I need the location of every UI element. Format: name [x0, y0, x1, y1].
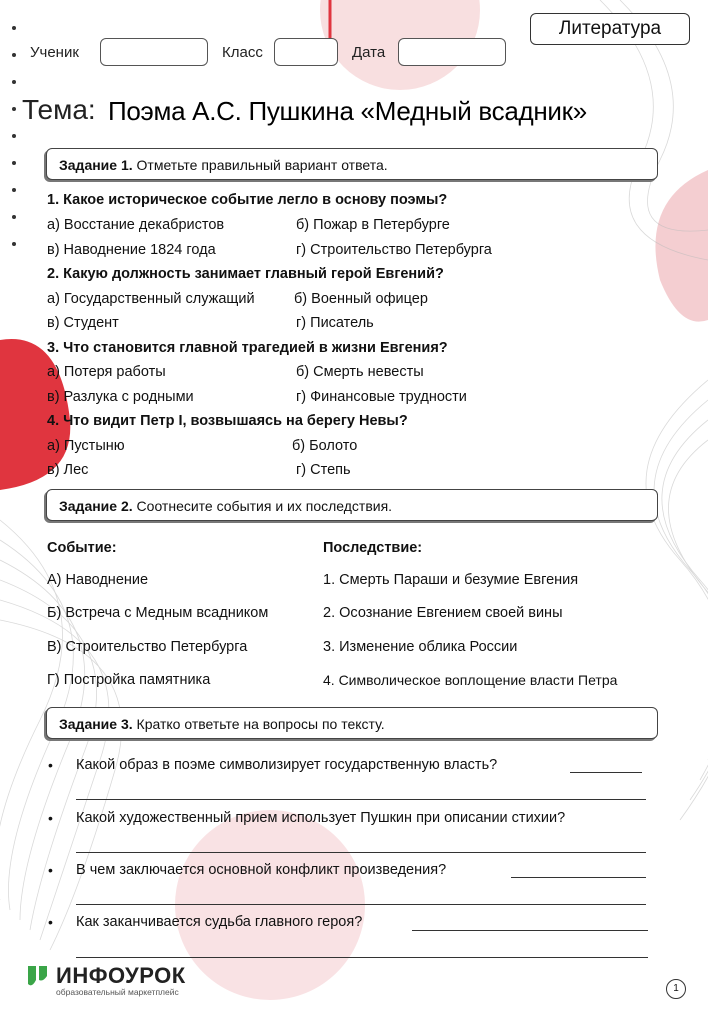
option-3b[interactable]: б) Смерть невесты	[296, 364, 424, 380]
option-2a[interactable]: а) Государственный служащий	[47, 291, 255, 307]
answer-line-4b[interactable]	[76, 957, 648, 958]
consequence-2: 2. Осознание Евгением своей вины	[323, 605, 563, 621]
dot-column	[12, 26, 16, 246]
consequence-1: 1. Смерть Параши и безумие Евгения	[323, 572, 579, 588]
date-field[interactable]	[398, 38, 506, 66]
wave-lines-right	[600, 0, 708, 820]
option-3c[interactable]: в) Разлука с родными	[47, 389, 194, 405]
option-1c[interactable]: в) Наводнение 1824 года	[47, 242, 216, 258]
task1-title-bold: Задание 1.	[59, 157, 133, 173]
logo-name: ИНФОУРОК	[56, 963, 186, 988]
option-2c[interactable]: в) Студент	[47, 315, 119, 331]
open-question-2: Какой художественный прием использует Пушкин при описании стихии?	[76, 810, 566, 826]
answer-line-1b[interactable]	[76, 799, 646, 800]
event-c: В) Строительство Петербурга	[47, 639, 248, 655]
topic-label: Тема:	[22, 94, 96, 125]
date-label: Дата	[352, 44, 386, 61]
task2-header	[46, 489, 658, 521]
student-label: Ученик	[30, 44, 79, 61]
open-question-3: В чем заключается основной конфликт произведения?	[76, 862, 447, 878]
consequences-header: Последствие:	[323, 540, 423, 556]
page-number: 1	[666, 979, 686, 999]
option-4d[interactable]: г) Степь	[296, 462, 351, 478]
subject-badge: Литература	[530, 13, 690, 45]
open-question-4: Как заканчивается судьба главного героя?	[76, 914, 363, 930]
answer-line-2[interactable]	[76, 852, 646, 853]
page-title: Поэма А.С. Пушкина «Медный всадник»	[108, 96, 587, 126]
option-1d[interactable]: г) Строительство Петербурга	[296, 242, 492, 258]
task3-header	[46, 707, 658, 739]
red-circle-bottom	[175, 810, 365, 1000]
open-question-1: Какой образ в поэме символизирует государственную власть?	[76, 757, 498, 773]
task1-title-text: Отметьте правильный вариант ответа.	[132, 157, 388, 173]
option-2b[interactable]: б) Военный офицер	[294, 291, 428, 307]
option-1b[interactable]: б) Пожар в Петербурге	[296, 217, 450, 233]
class-label: Класс	[222, 44, 263, 61]
consequence-3: 3. Изменение облика России	[323, 639, 518, 655]
option-4b[interactable]: б) Болото	[292, 438, 358, 454]
task3-title-bold: Задание 3.	[59, 716, 133, 732]
answer-line-3a[interactable]	[511, 877, 646, 878]
bullet-4: •	[48, 914, 53, 930]
bullet-3: •	[48, 862, 53, 878]
answer-line-1a[interactable]	[570, 772, 642, 773]
student-name-field[interactable]	[100, 38, 208, 66]
answer-line-4a[interactable]	[412, 930, 648, 931]
event-a: А) Наводнение	[47, 572, 149, 588]
consequence-4: 4. Символическое воплощение власти Петра	[323, 672, 618, 688]
task2-title-text: Соотнесите события и их последствия.	[132, 498, 393, 514]
option-3a[interactable]: а) Потеря работы	[47, 364, 166, 380]
event-d: Г) Постройка памятника	[47, 672, 211, 688]
task1-header	[46, 148, 658, 180]
logo-tagline: образовательный маркетплейс	[56, 987, 179, 997]
infourok-logo-icon	[28, 966, 52, 988]
question-4: 4. Что видит Петр I, возвышаясь на берегу Невы?	[47, 413, 408, 429]
task3-title-text: Кратко ответьте на вопросы по тексту.	[132, 716, 385, 732]
option-2d[interactable]: г) Писатель	[296, 315, 374, 331]
question-1: 1. Какое историческое событие легло в основу поэмы?	[47, 192, 448, 208]
event-b: Б) Встреча с Медным всадником	[47, 605, 269, 621]
red-blob-right	[655, 170, 708, 322]
bullet-1: •	[48, 757, 53, 773]
answer-line-3b[interactable]	[76, 904, 646, 905]
option-4a[interactable]: а) Пустыню	[47, 438, 125, 454]
class-field[interactable]	[274, 38, 338, 66]
option-4c[interactable]: в) Лес	[47, 462, 89, 478]
question-3: 3. Что становится главной трагедией в жизни Евгения?	[47, 340, 448, 356]
bullet-2: •	[48, 810, 53, 826]
events-header: Событие:	[47, 540, 117, 556]
question-2: 2. Какую должность занимает главный герой Евгений?	[47, 266, 444, 282]
option-3d[interactable]: г) Финансовые трудности	[296, 389, 467, 405]
task2-title-bold: Задание 2.	[59, 498, 133, 514]
option-1a[interactable]: а) Восстание декабристов	[47, 217, 225, 233]
